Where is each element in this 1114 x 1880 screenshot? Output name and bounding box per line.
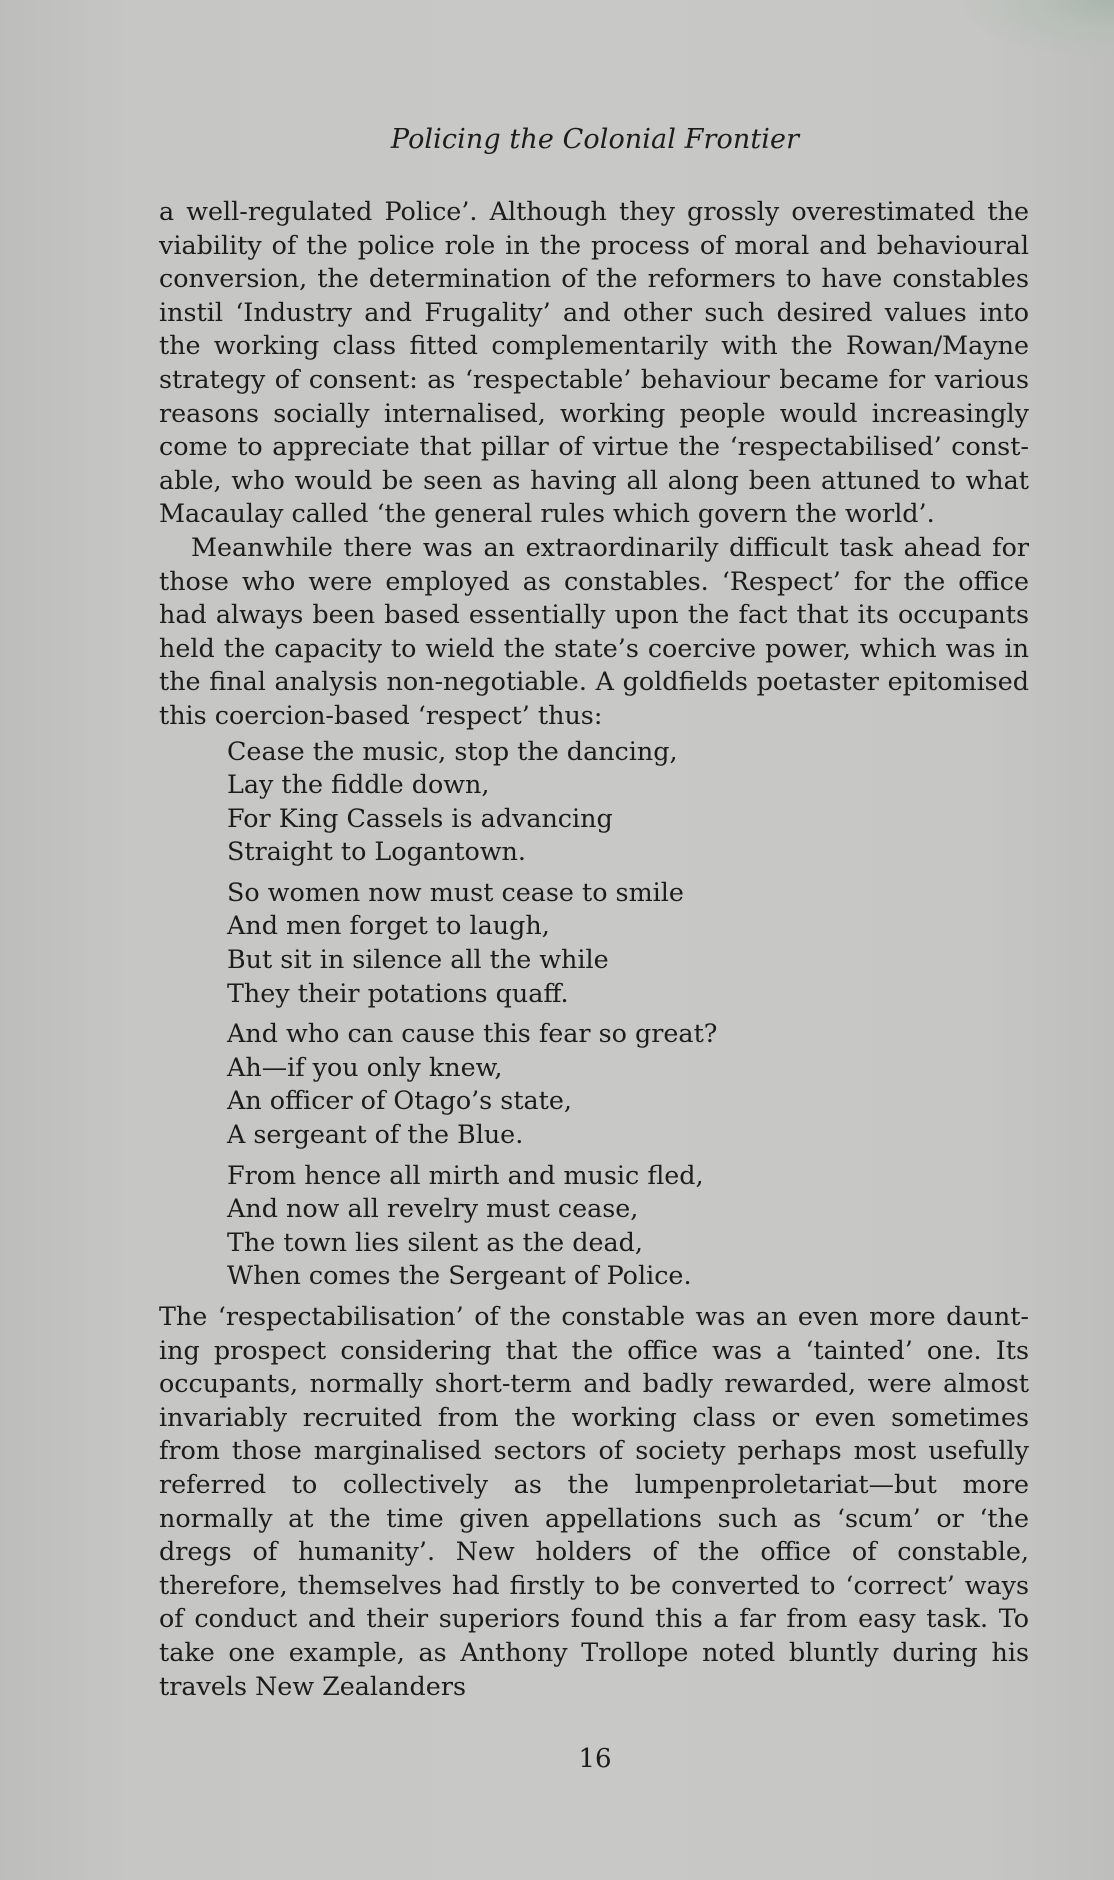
poem-line: An officer of Otago’s state,: [227, 1085, 572, 1116]
poem-line: Ah—if you only knew,: [227, 1051, 503, 1082]
paragraph-3: The ‘respectabilisation’ of the constable was an even more daunting prospect considering that the office was a ‘tainted’ one. Its occupants, normally short-term and badly rewarded, were almost invariably recruited from the working class or even sometimes from those marginalised sectors of society perhaps most usefully referred to collectively as the lumpenproletariat—but more normally at the time given appellations such as ‘scum’ or ‘the dregs of humanity’. New holders of the office of constable, therefore, themselves had firstly to be converted to ‘correct’ ways of conduct and their superiors found this a far from easy task. To take one example, as Anthony Trollope noted bluntly during his travels New Zealanders: [159, 1301, 1029, 1701]
poem-line: They their potations quaff.: [227, 977, 569, 1008]
paragraph-2: Meanwhile there was an extraordinarily difficult task ahead for those who were employed as constables. ‘Respect’ for the office had always been based essentially upon the fact that its occupants held the capacity to wield the state’s coercive power, which was in the final analysis non-negotiable. A goldfields poetaster epitomised this coercion-based ‘respect’ thus:: [159, 531, 1029, 730]
poem-line: But sit in silence all the while: [227, 944, 609, 975]
poem-line: And men forget to laugh,: [227, 910, 550, 941]
poem-stanza-1: [227, 735, 1029, 869]
running-head: Policing the Colonial Frontier: [390, 124, 800, 155]
poem-line: And who can cause this fear so great?: [227, 1018, 718, 1049]
corner-stain: [954, 0, 1114, 60]
poem-stanza-4: [227, 1159, 1029, 1293]
poem-line: A sergeant of the Blue.: [227, 1119, 524, 1150]
poem-line: From hence all mirth and music fled,: [227, 1159, 704, 1190]
poem-line: Lay the fiddle down,: [227, 769, 490, 800]
poem-stanza-3: [227, 1017, 1029, 1151]
poem-line: And now all revelry must cease,: [227, 1193, 639, 1224]
body-text: [159, 195, 1029, 1703]
poem: [227, 735, 1029, 1294]
poem-line: The town lies silent as the dead,: [227, 1226, 643, 1257]
poem-line: When comes the Sergeant of Police.: [227, 1260, 692, 1291]
page-number: 16: [578, 1744, 612, 1774]
poem-line: For King Cassels is advancing: [227, 802, 613, 833]
poem-line: Straight to Logantown.: [227, 836, 526, 867]
poem-stanza-2: [227, 876, 1029, 1010]
poem-line: Cease the music, stop the dancing,: [227, 735, 678, 766]
paragraph-1: a well-regulated Police’. Although they grossly overestimated the viability of the police role in the process of moral and behavioural conversion, the determination of the reformers to have constables instil ‘Industry and Frugality’ and other such desired values into the working class fitted complementarily with the Rowan/Mayne strategy of consent: as ‘respectable’ behaviour became for various reasons socially internalised, working people would increasingly come to appreciate that pillar of virtue the ‘respectabilised’ constable, who would be seen as having all along been attuned to what Macaulay called ‘the general rules which govern the world’.: [159, 196, 1029, 529]
poem-line: So women now must cease to smile: [227, 876, 684, 907]
